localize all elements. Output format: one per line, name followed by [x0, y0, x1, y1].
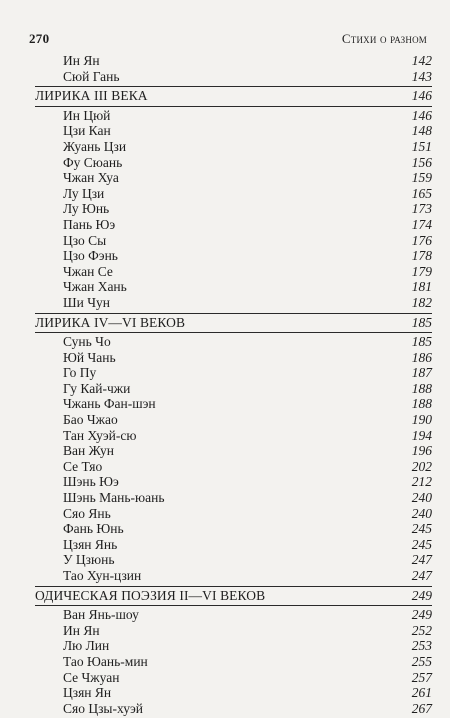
- section-divider: [35, 313, 432, 314]
- entry-name: Гу Кай-чжи: [63, 380, 131, 396]
- page-ref: 249: [411, 607, 432, 623]
- entry-name: Цзо Фэнь: [63, 248, 118, 264]
- page-number: 270: [29, 31, 50, 46]
- toc-section: [35, 315, 432, 331]
- toc-entry: [35, 334, 432, 350]
- entry-name: Се Тяо: [63, 458, 103, 474]
- toc-entry: [35, 53, 432, 69]
- entry-name: Бао Чжао: [63, 412, 118, 428]
- entry-name: Ван Янь-шоу: [63, 607, 139, 623]
- entry-name: У Цзюнь: [63, 552, 115, 568]
- page-ref: 257: [411, 669, 432, 685]
- toc-entry: [35, 155, 432, 171]
- toc-entry: [35, 248, 432, 264]
- entry-name: Лу Юнь: [63, 201, 110, 217]
- page-ref: 194: [411, 427, 432, 443]
- section-divider: [35, 586, 432, 587]
- section-divider: [35, 332, 432, 333]
- entry-name: Чжань Фан-шэн: [63, 396, 156, 412]
- page-ref: 146: [411, 107, 432, 123]
- entry-name: Ин Цюй: [63, 107, 111, 123]
- entry-name: Фу Сюань: [63, 154, 123, 170]
- page-ref: 178: [411, 248, 432, 264]
- toc-entry: [35, 139, 432, 155]
- toc-entry: [35, 350, 432, 366]
- entry-name: Лю Лин: [63, 638, 110, 654]
- entry-name: Ши Чун: [63, 294, 110, 310]
- page-ref: 249: [411, 587, 432, 603]
- entry-name: Ин Ян: [63, 53, 100, 68]
- section-divider: [35, 86, 432, 87]
- page-ref: 240: [411, 490, 432, 506]
- toc-entry: [35, 474, 432, 490]
- page-ref: 245: [411, 536, 432, 552]
- entry-name: Шэнь Юэ: [63, 474, 119, 490]
- entry-name: Цзян Ян: [63, 685, 112, 701]
- toc-entry: [35, 685, 432, 701]
- page-ref: 181: [411, 279, 432, 295]
- page-ref: 240: [411, 505, 432, 521]
- page-ref: 156: [411, 154, 432, 170]
- toc-entry: [35, 201, 432, 217]
- toc-entry: [35, 264, 432, 280]
- toc-entry: [35, 69, 432, 85]
- toc-entry: [35, 412, 432, 428]
- entry-name: Сяо Янь: [63, 505, 111, 521]
- page-ref: 190: [411, 412, 432, 428]
- entry-name: Цзо Сы: [63, 232, 107, 248]
- toc-entry: [35, 654, 432, 670]
- page-ref: 255: [411, 653, 432, 669]
- entry-name: Юй Чань: [63, 349, 116, 365]
- entry-name: Се Чжуан: [63, 669, 120, 685]
- page-header: [0, 0, 450, 50]
- page-ref: 174: [411, 216, 432, 232]
- page-ref: 267: [411, 700, 432, 716]
- page-ref: 151: [411, 138, 432, 154]
- page-ref: 182: [411, 294, 432, 310]
- toc-entry: [35, 170, 432, 186]
- entry-name: Ин Ян: [63, 622, 100, 638]
- toc-entry: [35, 443, 432, 459]
- toc-entry: [35, 490, 432, 506]
- page-ref: 165: [411, 185, 432, 201]
- entry-name: Сяо Цзы-хуэй: [63, 700, 143, 716]
- toc-entry: [35, 552, 432, 568]
- entry-name: Пань Юэ: [63, 216, 116, 232]
- toc-entry: [35, 295, 432, 311]
- table-of-contents: [35, 53, 432, 716]
- toc-entry: [35, 186, 432, 202]
- entry-name: Тан Хуэй-сю: [63, 427, 137, 443]
- entry-name: Тао Юань-мин: [63, 653, 148, 669]
- page-ref: 253: [411, 638, 432, 654]
- page-ref: 185: [411, 334, 432, 350]
- page-ref: 202: [411, 458, 432, 474]
- page-ref: 142: [411, 53, 432, 68]
- entry-name: Тао Хун-цзин: [63, 568, 142, 583]
- toc-entry: [35, 217, 432, 233]
- page-ref: 148: [411, 123, 432, 139]
- toc-entry: [35, 607, 432, 623]
- page-ref: 212: [411, 474, 432, 490]
- entry-name: Цзян Янь: [63, 536, 118, 552]
- page-ref: 261: [411, 685, 432, 701]
- toc-entry: [35, 537, 432, 553]
- toc-entry: [35, 233, 432, 249]
- page-ref: 187: [411, 365, 432, 381]
- toc-section: [35, 88, 432, 104]
- page-ref: 179: [411, 263, 432, 279]
- toc-section: [35, 588, 432, 604]
- section-title: ЛИРИКА IV—VI ВЕКОВ: [35, 314, 186, 330]
- toc-entry: [35, 123, 432, 139]
- entry-name: Шэнь Мань-юань: [63, 490, 165, 506]
- page-ref: 185: [411, 314, 432, 330]
- entry-name: Сунь Чо: [63, 334, 111, 350]
- toc-entry: [35, 506, 432, 522]
- toc-entry: [35, 279, 432, 295]
- toc-entry: [35, 459, 432, 475]
- page-ref: 176: [411, 232, 432, 248]
- page-ref: 159: [411, 170, 432, 186]
- entry-name: Чжан Хань: [63, 279, 127, 295]
- toc-entry: [35, 381, 432, 397]
- entry-name: Сюй Гань: [63, 68, 120, 84]
- page-ref: 146: [411, 88, 432, 104]
- entry-name: Ван Жун: [63, 443, 115, 459]
- toc-entry: [35, 521, 432, 537]
- toc-entry: [35, 623, 432, 639]
- entry-name: Фань Юнь: [63, 521, 124, 537]
- page-ref: 188: [411, 380, 432, 396]
- toc-entry: [35, 428, 432, 444]
- toc-entry: [35, 670, 432, 686]
- toc-entry: [35, 396, 432, 412]
- entry-name: Чжан Се: [63, 263, 113, 279]
- entry-name: Чжан Хуа: [63, 170, 119, 186]
- page-ref: 247: [411, 552, 432, 568]
- page-ref: 196: [411, 443, 432, 459]
- section-title: ОДИЧЕСКАЯ ПОЭЗИЯ II—VI ВЕКОВ: [35, 587, 266, 603]
- section-divider: [35, 605, 432, 606]
- page-ref: 186: [411, 349, 432, 365]
- entry-name: Лу Цзи: [63, 185, 105, 201]
- page-ref: 252: [411, 622, 432, 638]
- section-title: ЛИРИКА III ВЕКА: [35, 88, 148, 104]
- toc-entry: [35, 638, 432, 654]
- toc-entry: [35, 568, 432, 584]
- toc-entry: [35, 701, 432, 717]
- entry-name: Го Пу: [63, 365, 97, 381]
- page-ref: 143: [411, 68, 432, 84]
- section-divider: [35, 106, 432, 107]
- running-title: Стихи о разном: [341, 31, 427, 46]
- page-ref: 188: [411, 396, 432, 412]
- entry-name: Жуань Цзи: [63, 138, 127, 154]
- toc-entry: [35, 108, 432, 124]
- page-ref: 247: [411, 568, 432, 583]
- page-ref: 245: [411, 521, 432, 537]
- toc-entry: [35, 365, 432, 381]
- page-ref: 173: [411, 201, 432, 217]
- entry-name: Цзи Кан: [63, 123, 111, 139]
